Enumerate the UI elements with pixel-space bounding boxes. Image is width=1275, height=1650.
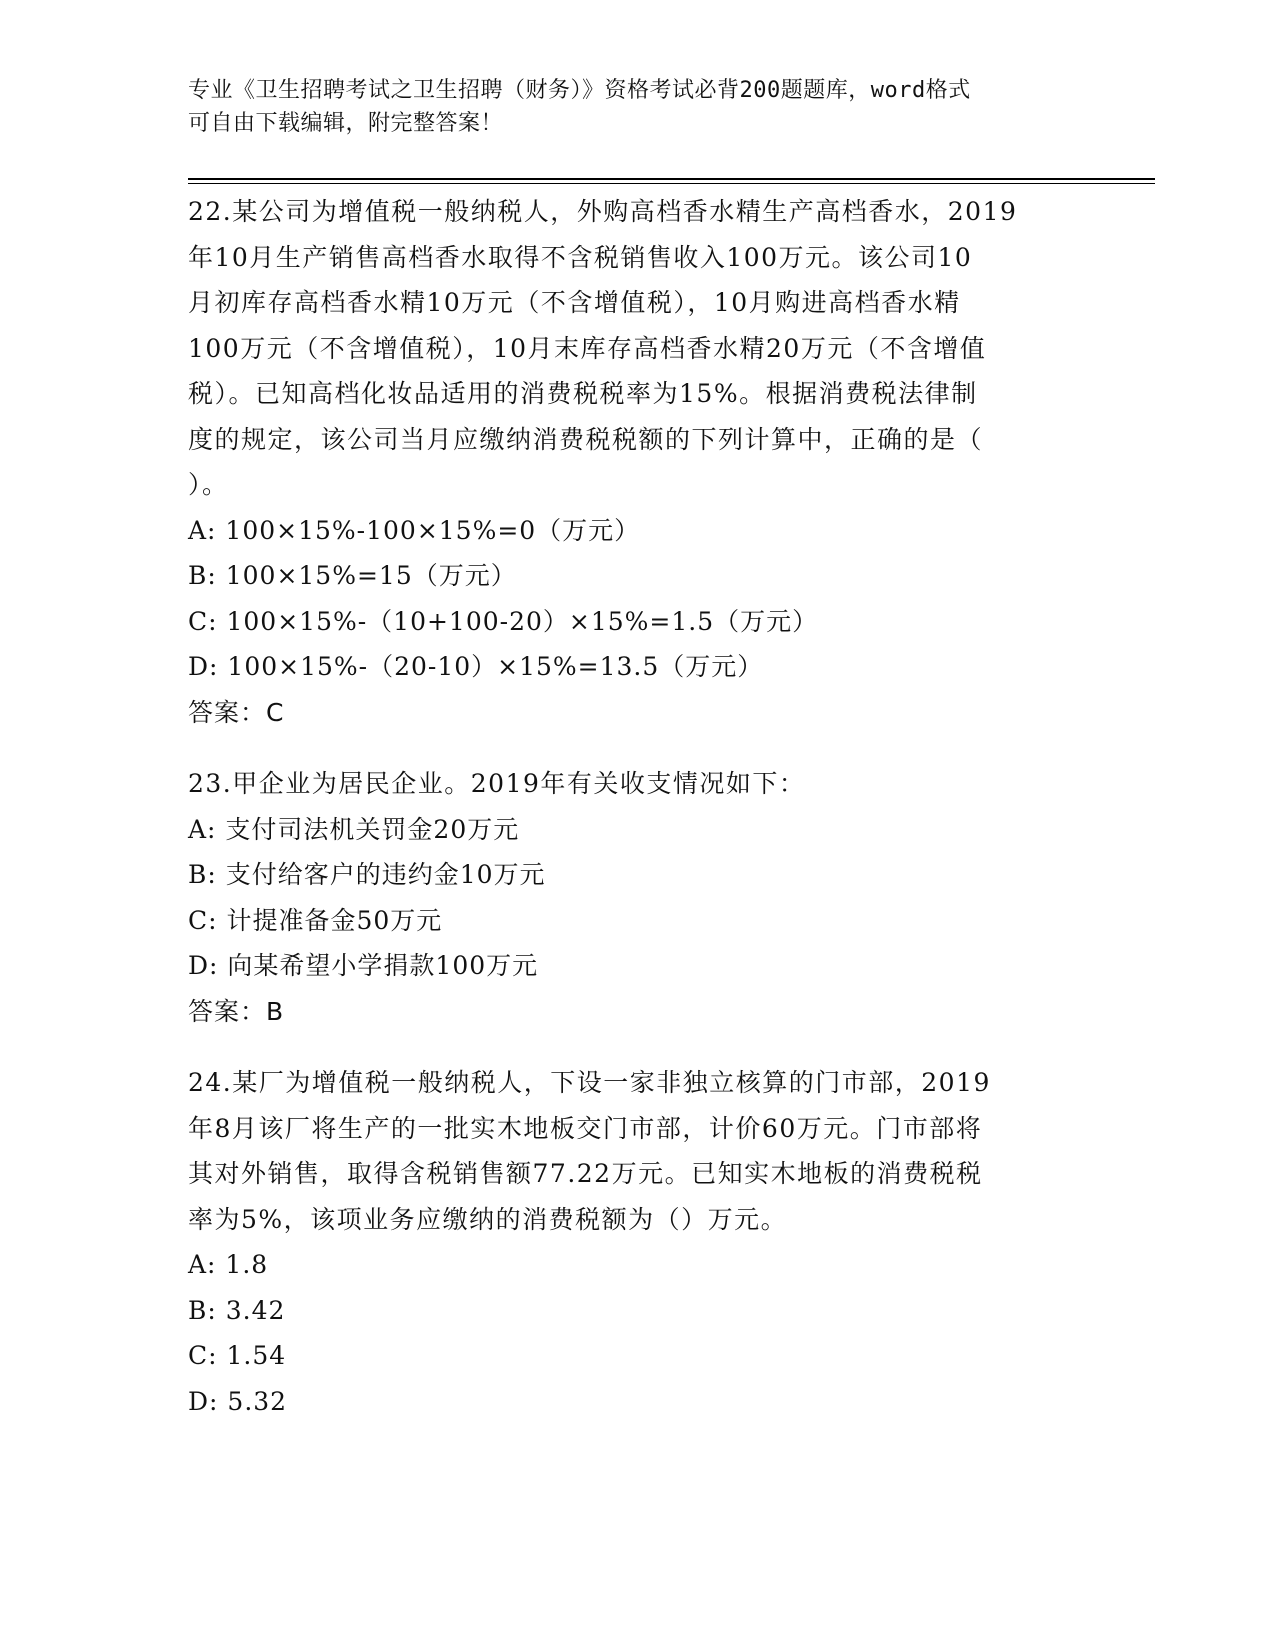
question-stem-line: 年10月生产销售高档香水取得不含税销售收入100万元。该公司10 <box>188 242 973 272</box>
question-stem-line: 度的规定，该公司当月应缴纳消费税税额的下列计算中，正确的是（ <box>188 424 984 454</box>
option-b: B: 3.42 <box>188 1295 286 1325</box>
option-a: A: 支付司法机关罚金20万元 <box>188 814 520 844</box>
question-stem-line: 率为5%，该项业务应缴纳的消费税额为（）万元。 <box>188 1204 788 1234</box>
header-divider <box>188 178 1155 180</box>
question-stem-line: 24.某厂为增值税一般纳税人，下设一家非独立核算的门市部，2019 <box>188 1068 991 1097</box>
question-stem-line: 23.甲企业为居民企业。2019年有关收支情况如下： <box>188 769 806 798</box>
answer-label: 答案：C <box>188 697 285 727</box>
header-line: 专业《卫生招聘考试之卫生招聘（财务）》资格考试必背200题题库，word格式 <box>188 78 971 103</box>
question-stem-line: 其对外销售，取得含税销售额77.22万元。已知实木地板的消费税税 <box>188 1159 983 1188</box>
question-24 <box>188 1060 1088 1424</box>
option-d: D: 100×15%-（20-10）×15%=13.5（万元） <box>188 652 764 681</box>
question-stem-line: 税）。已知高档化妆品适用的消费税税率为15%。根据消费税法律制 <box>188 379 978 408</box>
header-line: 可自由下载编辑，附完整答案！ <box>188 111 504 136</box>
header-divider-thin <box>188 183 1155 184</box>
option-b: B: 支付给客户的违约金10万元 <box>188 860 546 889</box>
question-list <box>188 189 1088 1450</box>
question-stem-line: ）。 <box>188 470 229 499</box>
option-a: A: 100×15%-100×15%=0（万元） <box>188 515 641 545</box>
question-22 <box>188 189 1088 735</box>
question-stem-line: 100万元（不含增值税），10月末库存高档香水精20万元（不含增值 <box>188 333 987 363</box>
question-stem-line: 月初库存高档香水精10万元（不含增值税），10月购进高档香水精 <box>188 288 961 317</box>
question-23 <box>188 761 1088 1034</box>
option-b: B: 100×15%=15（万元） <box>188 561 517 590</box>
option-d: D: 5.32 <box>188 1386 288 1416</box>
option-c: C: 计提准备金50万元 <box>188 905 443 935</box>
option-c: C: 100×15%-（10+100-20）×15%=1.5（万元） <box>188 606 819 636</box>
document-header <box>188 74 1088 140</box>
answer-label: 答案：B <box>188 996 285 1026</box>
option-d: D: 向某希望小学捐款100万元 <box>188 951 539 980</box>
question-stem-line: 22.某公司为增值税一般纳税人，外购高档香水精生产高档香水，2019 <box>188 197 1018 226</box>
question-stem-line: 年8月该厂将生产的一批实木地板交门市部，计价60万元。门市部将 <box>188 1113 983 1143</box>
option-a: A: 1.8 <box>188 1250 269 1279</box>
option-c: C: 1.54 <box>188 1341 287 1370</box>
